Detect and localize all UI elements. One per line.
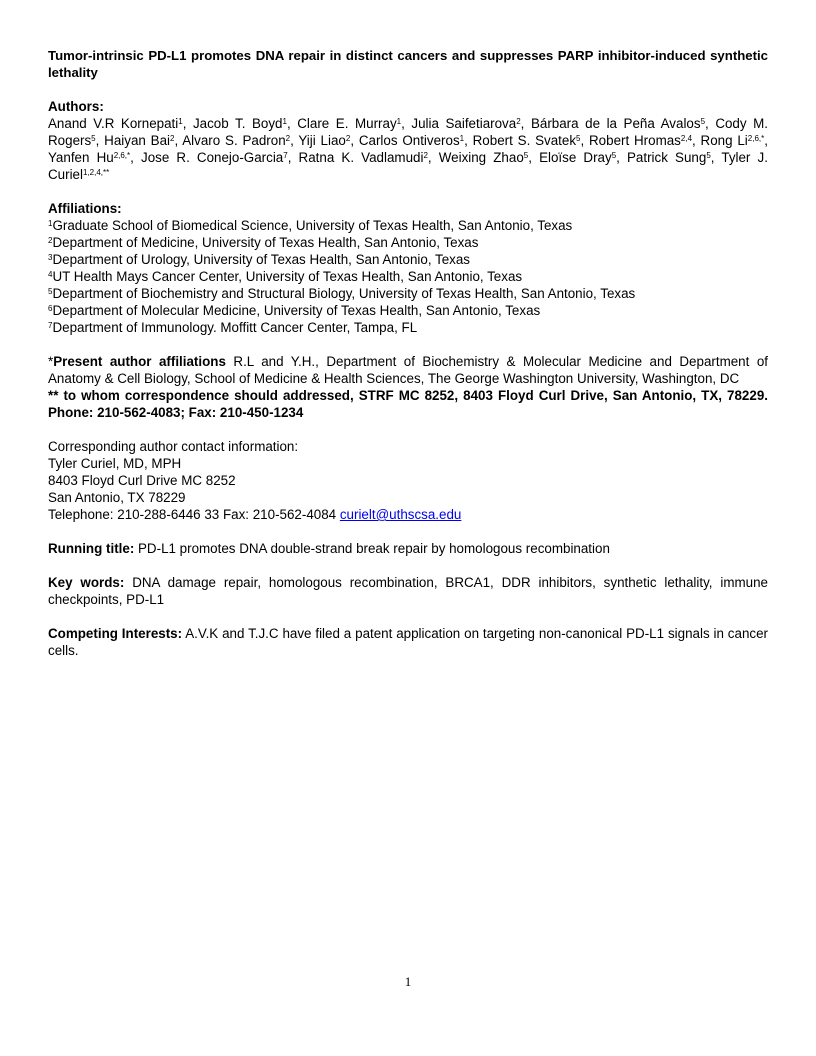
author-separator: ,	[528, 150, 540, 165]
affiliation-item	[48, 217, 768, 234]
affiliation-item	[48, 268, 768, 285]
affiliation-number: 3	[48, 253, 53, 262]
affiliation-number: 1	[48, 219, 53, 228]
author-entry	[701, 133, 768, 148]
key-words-label: Key words:	[48, 575, 125, 590]
author-affiliation-marker: 2,6,*	[113, 151, 131, 160]
author-separator: ,	[287, 150, 299, 165]
contact-address-line2: San Antonio, TX 78229	[48, 490, 186, 505]
author-affiliation-marker: 1	[178, 117, 183, 126]
present-affiliations	[48, 353, 768, 387]
authors-heading: Authors:	[48, 99, 104, 114]
author-entry	[48, 150, 141, 165]
affiliation-text: UT Health Mays Cancer Center, University of Texas Health, San Antonio, Texas	[52, 269, 523, 284]
author-entry	[531, 116, 715, 131]
present-affiliations-star: *	[48, 354, 54, 369]
competing-interests	[48, 625, 768, 659]
present-affiliations-label: Present author affiliations	[53, 354, 226, 369]
affiliation-number: 2	[48, 236, 53, 245]
affiliation-number: 7	[48, 321, 53, 330]
affiliations-list	[48, 217, 768, 336]
author-affiliation-marker: 5	[523, 151, 529, 160]
author-separator: ,	[764, 133, 768, 148]
affiliations-heading: Affiliations:	[48, 201, 122, 216]
author-name: Jose R. Conejo-Garcia	[141, 150, 284, 165]
author-name: Yanfen Hu	[48, 150, 114, 165]
author-affiliation-marker: 2,4	[680, 134, 693, 143]
author-name: Yiji Liao	[298, 133, 346, 148]
author-affiliation-marker: 7	[283, 151, 288, 160]
author-name: Clare E. Murray	[297, 116, 397, 131]
competing-interests-label: Competing Interests:	[48, 626, 183, 641]
authors-list	[48, 115, 768, 183]
author-separator: ,	[464, 133, 473, 148]
author-entry	[141, 150, 299, 165]
author-name: Jacob T. Boyd	[192, 116, 283, 131]
author-entry	[298, 133, 358, 148]
author-entry	[589, 133, 701, 148]
author-affiliation-marker: 1	[459, 134, 465, 143]
author-name: Ratna K. Vadlamudi	[298, 150, 424, 165]
author-affiliation-marker: 2	[285, 134, 291, 143]
author-separator: ,	[401, 116, 412, 131]
author-separator: ,	[290, 133, 299, 148]
author-entry	[297, 116, 411, 131]
author-name: Robert S. Svatek	[472, 133, 577, 148]
author-separator: ,	[616, 150, 627, 165]
author-entry	[299, 150, 439, 165]
key-words	[48, 574, 768, 608]
affiliation-text: Department of Molecular Medicine, University of Texas Health, San Antonio, Texas	[52, 303, 541, 318]
author-name: Anand V.R Kornepati	[48, 116, 179, 131]
author-affiliation-marker: 2	[345, 134, 351, 143]
affiliation-item	[48, 251, 768, 268]
affiliation-number: 5	[48, 287, 53, 296]
author-separator: ,	[182, 116, 193, 131]
author-separator: ,	[692, 133, 701, 148]
contact-name: Tyler Curiel, MD, MPH	[48, 456, 182, 471]
author-separator: ,	[286, 116, 298, 131]
affiliation-text: Department of Immunology. Moffitt Cancer Center, Tampa, FL	[52, 320, 418, 335]
affiliation-number: 4	[48, 270, 53, 279]
author-affiliation-marker: 5	[706, 151, 711, 160]
author-entry	[539, 150, 627, 165]
manuscript-page	[48, 47, 768, 659]
author-separator: ,	[580, 133, 590, 148]
author-entry	[411, 116, 531, 131]
author-name: Cody M. Rogers	[48, 116, 768, 148]
key-words-text: DNA damage repair, homologous recombination, BRCA1, DDR inhibitors, synthetic lethality, immune checkpoints, PD-L1	[48, 575, 768, 607]
paper-title: Tumor-intrinsic PD-L1 promotes DNA repair in distinct cancers and suppresses PARP inhibitor-induced synthetic lethality	[48, 48, 768, 80]
author-entry	[439, 150, 539, 165]
author-separator: ,	[520, 116, 531, 131]
affiliation-item	[48, 319, 768, 336]
running-title	[48, 540, 768, 557]
author-name: Eloïse Dray	[539, 150, 612, 165]
author-affiliation-marker: 1,2,4,**	[82, 168, 110, 177]
author-entry	[359, 133, 473, 148]
author-affiliation-marker: 5	[576, 134, 581, 143]
author-affiliation-marker: 2	[423, 151, 428, 160]
author-separator: ,	[705, 116, 716, 131]
page-number: 1	[404, 974, 412, 989]
author-name: Weixing Zhao	[438, 150, 524, 165]
present-affiliations-text: R.L and Y.H., Department of Biochemistry & Molecular Medicine and Department of Anatomy & Cell Biology, School of Medicine & Health Sciences, The George Washington University, Washington, DC	[48, 354, 768, 386]
affiliation-number: 6	[48, 304, 53, 313]
author-entry	[193, 116, 297, 131]
author-name: Bárbara de la Peña Avalos	[530, 116, 701, 131]
author-entry	[104, 133, 182, 148]
author-name: Robert Hromas	[589, 133, 681, 148]
affiliation-text: Department of Urology, University of Texas Health, San Antonio, Texas	[52, 252, 471, 267]
contact-heading: Corresponding author contact information:	[48, 439, 299, 454]
author-entry	[473, 133, 589, 148]
running-title-label: Running title:	[48, 541, 135, 556]
contact-address-line1: 8403 Floyd Curl Drive MC 8252	[48, 473, 236, 488]
author-affiliation-marker: 5	[91, 134, 96, 143]
correspondence-note: ** to whom correspondence should addressed, STRF MC 8252, 8403 Floyd Curl Drive, San Antonio, TX, 78229. Phone: 210-562-4083; Fax: 210-450-1234	[48, 388, 768, 420]
author-affiliation-marker: 1	[396, 117, 402, 126]
author-name: Carlos Ontiveros	[358, 133, 460, 148]
author-separator: ,	[95, 133, 105, 148]
author-name: Rong Li	[700, 133, 748, 148]
author-affiliation-marker: 1	[282, 117, 287, 126]
running-title-text: PD-L1 promotes DNA double-strand break repair by homologous recombination	[134, 541, 610, 556]
affiliation-item	[48, 302, 768, 319]
author-entry	[182, 133, 298, 148]
author-affiliation-marker: 2,6,*	[747, 134, 765, 143]
affiliation-item	[48, 285, 768, 302]
author-name: Patrick Sung	[626, 150, 707, 165]
author-separator: ,	[130, 150, 141, 165]
author-name: Julia Saifetiarova	[411, 116, 517, 131]
author-name: Haiyan Bai	[104, 133, 170, 148]
contact-phone: Telephone: 210-288-6446 33 Fax: 210-562-4084	[48, 507, 340, 522]
author-separator: ,	[710, 150, 722, 165]
affiliation-text: Graduate School of Biomedical Science, University of Texas Health, San Antonio, Texas	[52, 218, 573, 233]
affiliation-text: Department of Biochemistry and Structural Biology, University of Texas Health, San Antonio, Texas	[52, 286, 636, 301]
author-name: Alvaro S. Padron	[182, 133, 286, 148]
competing-interests-text: A.V.K and T.J.C have filed a patent application on targeting non-canonical PD-L1 signals in cancer cells.	[48, 626, 769, 658]
contact-email-link[interactable]: curielt@uthscsa.edu	[339, 507, 462, 522]
affiliation-text: Department of Medicine, University of Texas Health, San Antonio, Texas	[52, 235, 479, 250]
contact-phone-line	[48, 506, 768, 523]
author-affiliation-marker: 5	[611, 151, 617, 160]
author-separator: ,	[350, 133, 359, 148]
author-affiliation-marker: 5	[700, 117, 706, 126]
author-entry	[48, 116, 193, 131]
author-entry	[627, 150, 721, 165]
author-separator: ,	[427, 150, 439, 165]
author-name: Tyler J. Curiel	[48, 150, 768, 182]
author-separator: ,	[174, 133, 183, 148]
author-affiliation-marker: 2	[170, 134, 175, 143]
affiliation-item	[48, 234, 768, 251]
author-affiliation-marker: 2	[516, 117, 521, 126]
